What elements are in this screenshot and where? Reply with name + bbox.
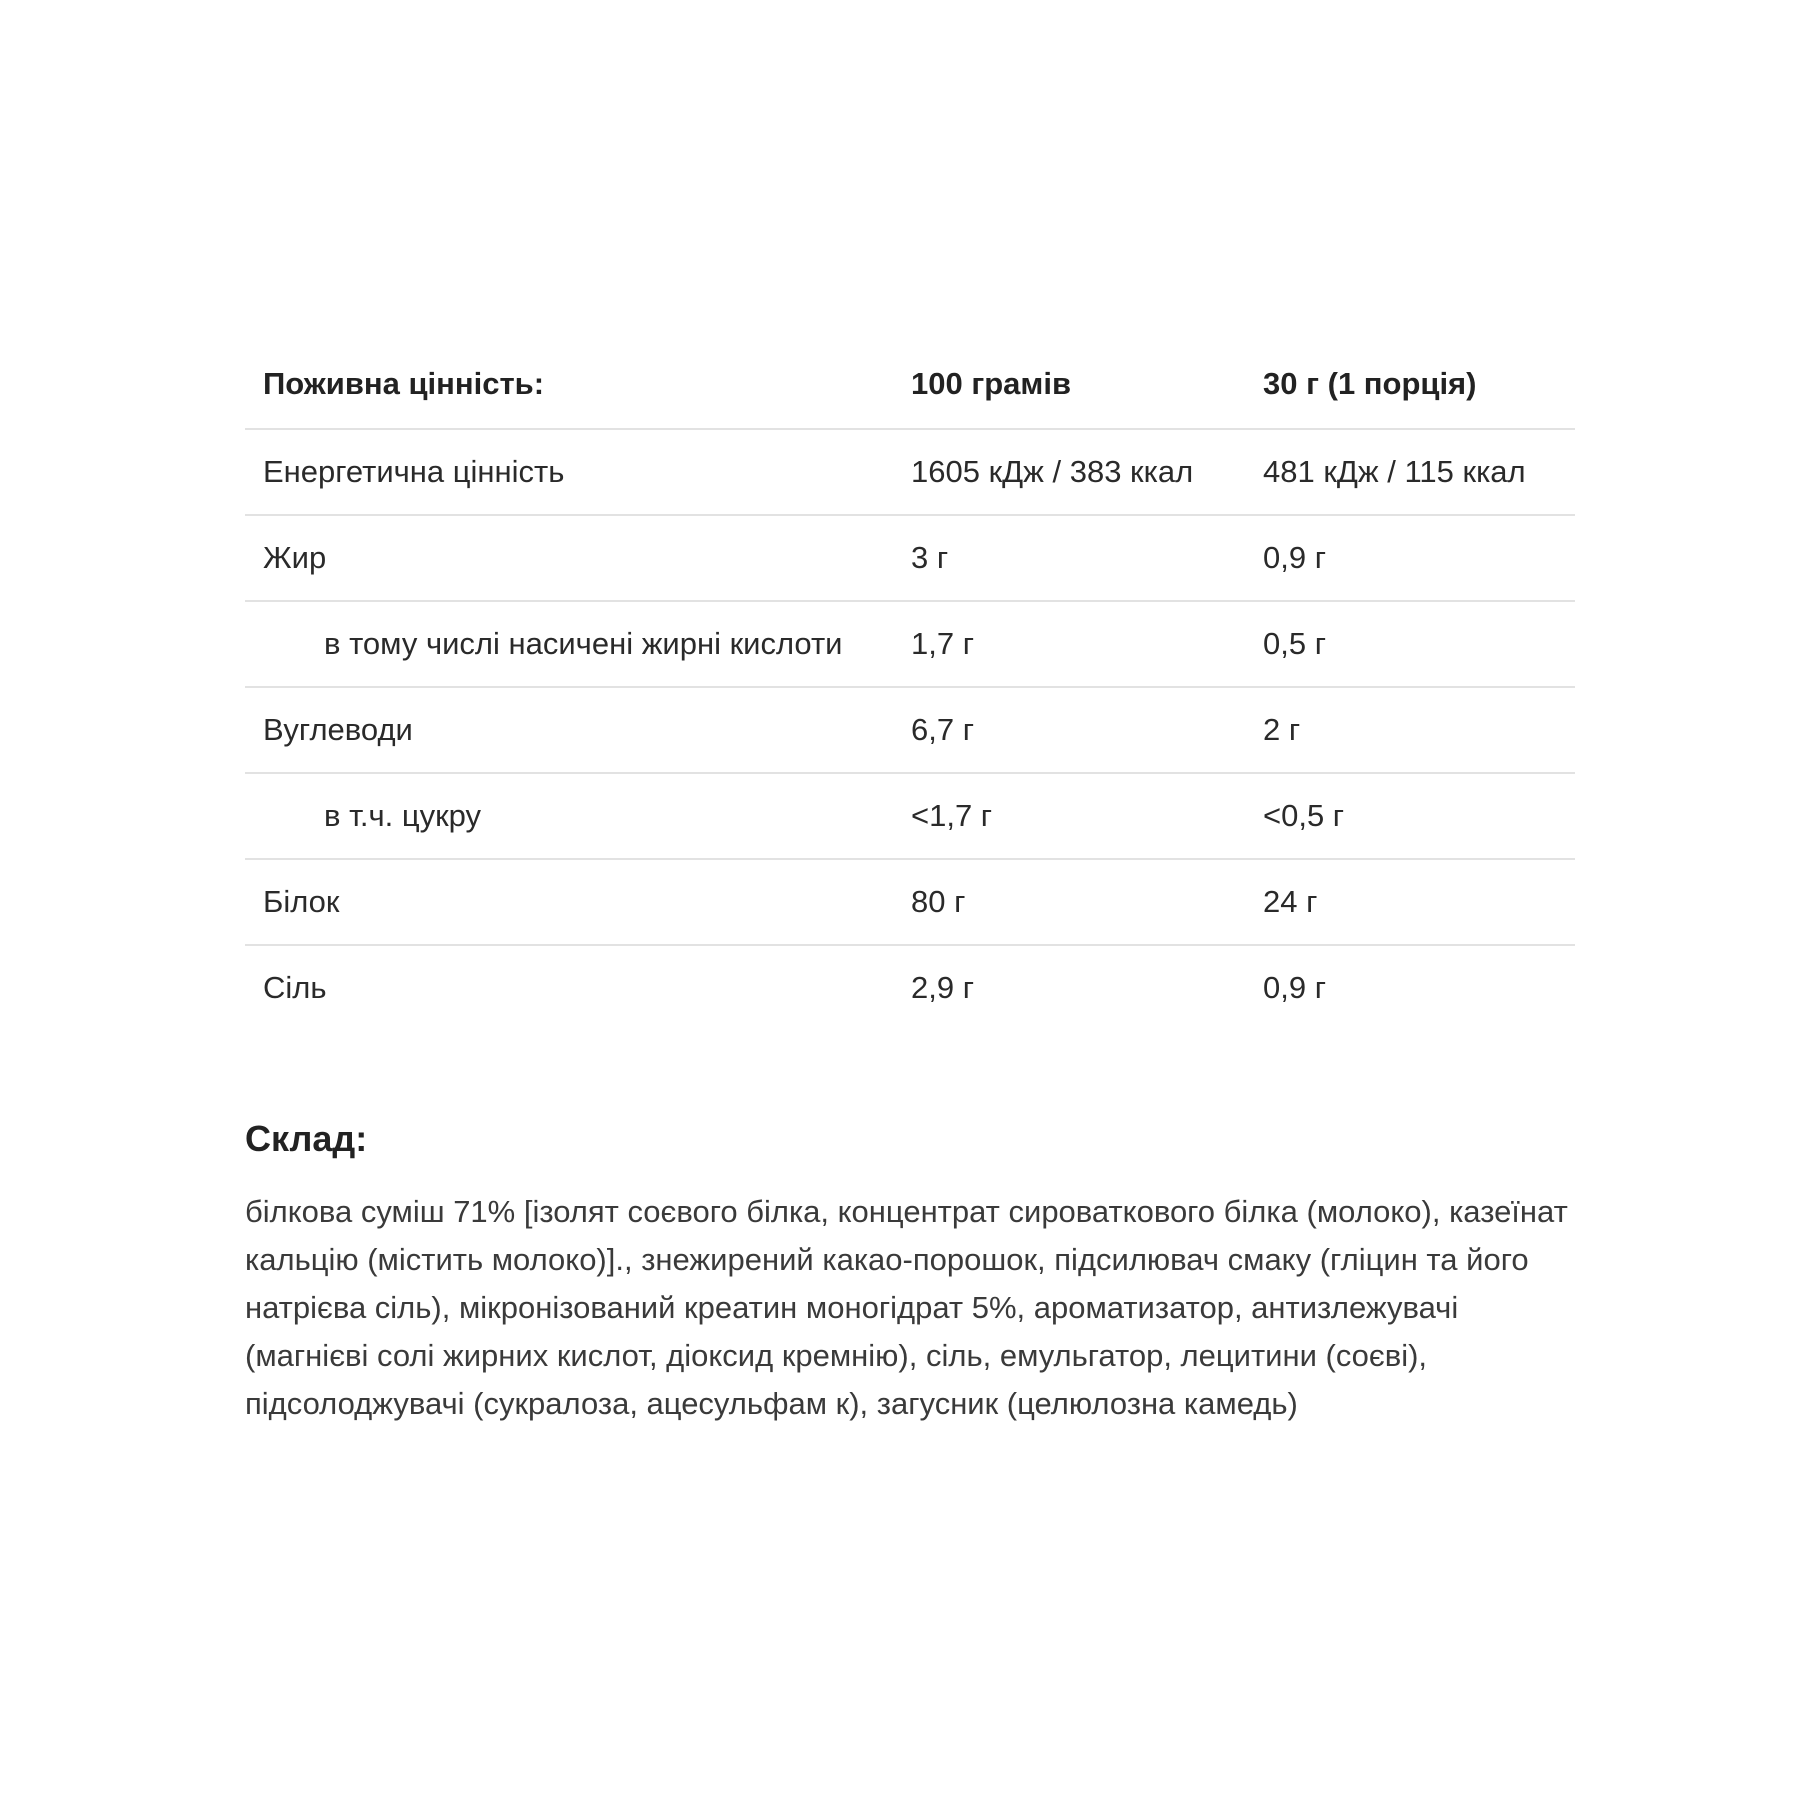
table-row-sugars	[245, 773, 1575, 859]
nutrient-name: Білок	[245, 859, 893, 945]
value-per-100g: 80 г	[893, 859, 1245, 945]
header-per-serving: 30 г (1 порція)	[1245, 340, 1575, 429]
value-per-100g: <1,7 г	[893, 773, 1245, 859]
value-per-100g: 1605 кДж / 383 ккал	[893, 429, 1245, 515]
value-per-serving: 481 кДж / 115 ккал	[1245, 429, 1575, 515]
table-row-fat	[245, 515, 1575, 601]
value-per-100g: 2,9 г	[911, 970, 975, 1006]
nutrient-name: Сіль	[263, 970, 327, 1006]
header-nutrient: Поживна цінність:	[245, 340, 893, 429]
nutrient-name: в т.ч. цукру	[245, 773, 893, 859]
table-row-carbohydrates	[245, 687, 1575, 773]
value-per-serving: 0,9 г	[1263, 970, 1327, 1006]
table-row-salt	[245, 945, 1575, 1030]
value-per-serving: 0,5 г	[1245, 601, 1575, 687]
nutrient-name: Енергетична цінність	[245, 429, 893, 515]
value-per-100g: 1,7 г	[893, 601, 1245, 687]
value-per-100g: 3 г	[893, 515, 1245, 601]
table-row-protein	[245, 859, 1575, 945]
nutrient-name: Жир	[245, 515, 893, 601]
nutrition-header-row	[245, 340, 1575, 429]
table-row-energy	[245, 429, 1575, 515]
product-info	[245, 340, 1575, 1428]
header-per-100g: 100 грамів	[893, 340, 1245, 429]
nutrient-name: Вуглеводи	[245, 687, 893, 773]
nutrition-table	[245, 340, 1575, 1030]
value-per-serving: 0,9 г	[1245, 515, 1575, 601]
value-per-serving: <0,5 г	[1245, 773, 1575, 859]
composition-title: Склад:	[245, 1118, 368, 1159]
value-per-serving: 2 г	[1245, 687, 1575, 773]
nutrient-name: в тому числі насичені жирні кислоти	[245, 601, 893, 687]
value-per-100g: 6,7 г	[893, 687, 1245, 773]
value-per-serving: 24 г	[1245, 859, 1575, 945]
table-row-saturated-fat	[245, 601, 1575, 687]
composition-text: білкова суміш 71% [ізолят соєвого білка, концентрат сироваткового білка (молоко), казеїнат кальцію (містить молоко)]., знежирений какао-порошок, підсилювач смаку (гліцин та його натрієва сіль), мікронізований креатин моногідрат 5%, ароматизатор, антизлежувачі (магнієві солі жирних кислот, діоксид кремнію), сіль, емульгатор, лецитини (соєві), підсолоджувачі (сукралоза, ацесульфам к), загусник (целюлозна камедь)	[245, 1194, 1568, 1421]
